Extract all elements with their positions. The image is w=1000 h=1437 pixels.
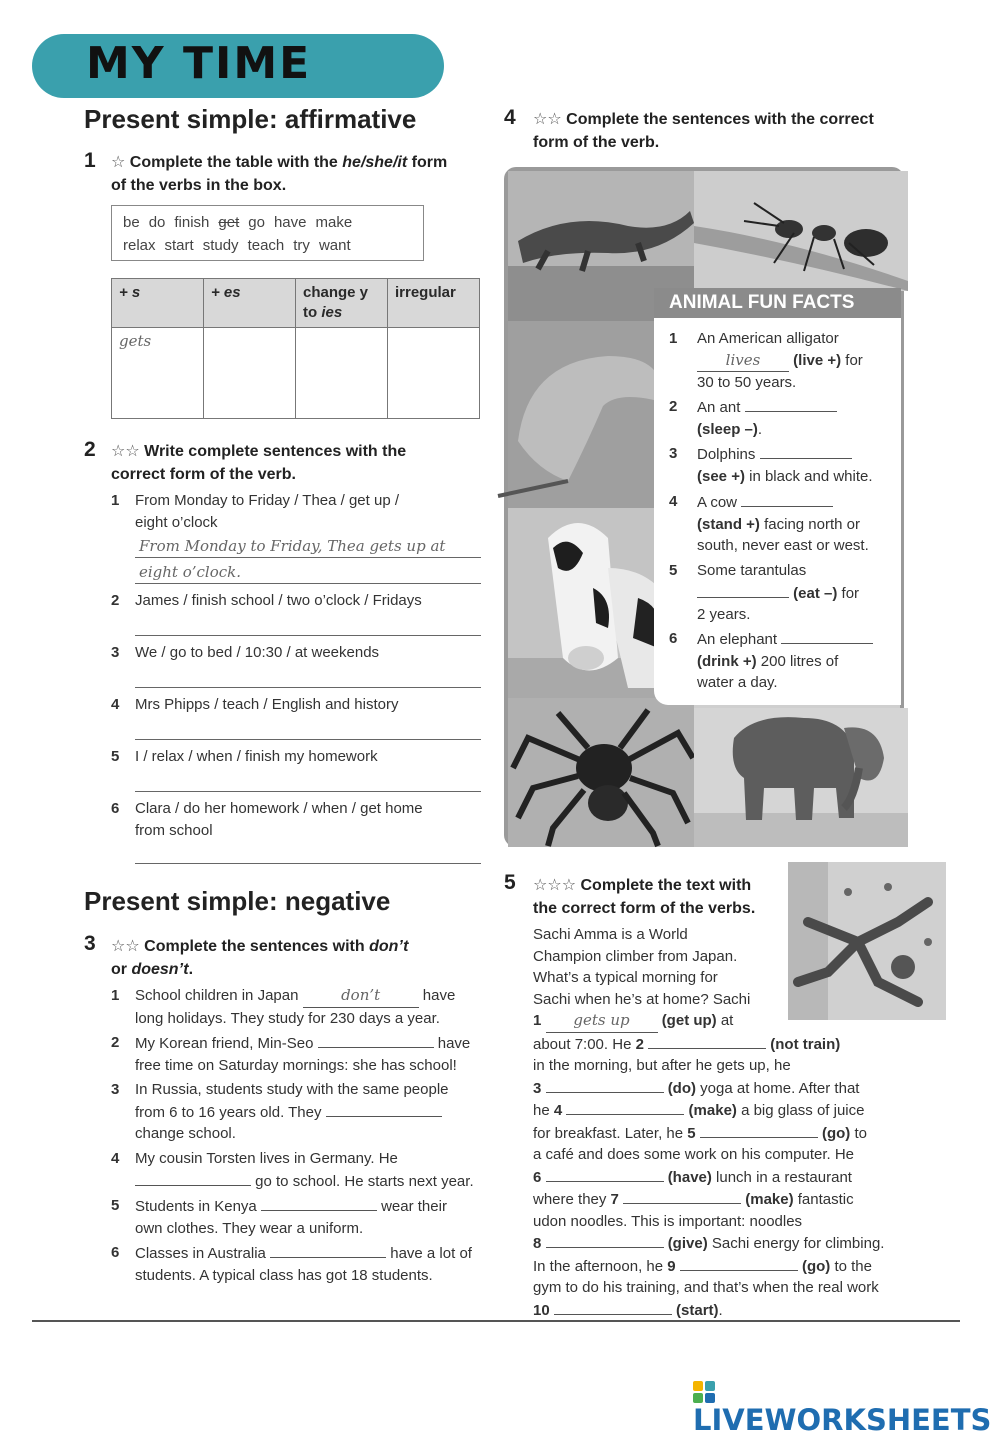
fact-item-5: 5 Some tarantulas (eat –) for 2 years. (669, 562, 860, 623)
ex3-answer-blank[interactable] (270, 1242, 386, 1258)
fact-answer-blank[interactable] (781, 628, 873, 644)
ex2-item-6: 6 Clara / do her homework / when / get home from school (111, 800, 423, 839)
ex3-answer-blank[interactable] (261, 1195, 377, 1211)
exercise-4-instruction: ☆☆ Complete the sentences with the correct form of the verb. (533, 111, 874, 151)
verb-word-box (111, 205, 424, 261)
exercise-1-instruction: ☆ Complete the table with the he/she/it form of the verbs in the box. (111, 154, 448, 194)
gap-8-blank[interactable] (546, 1232, 664, 1248)
fact-answer-blank[interactable] (760, 443, 852, 459)
exercise-5-instruction: ☆☆☆ Complete the text with the correct form of the verbs. (533, 877, 756, 917)
fact-item-1: 1 An American alligator lives (live +) for 30 to 50 years. (669, 330, 863, 391)
liveworksheets-logo[interactable] (693, 1374, 1000, 1437)
table-header-s: + s (112, 279, 204, 328)
fact-answer-blank[interactable] (697, 582, 789, 598)
ex3-answer-blank[interactable]: don’t (303, 985, 419, 1008)
tarantula-photo (508, 698, 694, 847)
gap-9-blank[interactable] (680, 1255, 798, 1271)
fact-item-3: 3 Dolphins (see +) in black and white. (669, 445, 873, 485)
ex2-write-line[interactable] (135, 557, 481, 558)
star-rating-icon: ☆☆ (533, 111, 562, 128)
gap-5-blank[interactable] (700, 1122, 818, 1138)
dolphin-photo (508, 321, 658, 508)
ex2-write-line[interactable] (135, 739, 481, 740)
fact-item-6: 6 An elephant (drink +) 200 litres of water a day. (669, 628, 894, 650)
ex3-item-4: 4 My cousin Torsten lives in Germany. He go to school. He starts next year. (111, 1150, 474, 1190)
fact-item-2: 2 An ant (sleep –). (669, 396, 894, 418)
fact-item-4: 4 A cow (stand +) facing north or south, never east or west. (669, 493, 869, 554)
table-cell-irregular[interactable] (388, 328, 480, 419)
verb-form-table (111, 278, 480, 419)
ex2-item-3: 3 We / go to bed / 10:30 / at weekends (111, 644, 380, 661)
exercise-number-4: 4 (504, 106, 516, 129)
ex2-write-line[interactable] (135, 791, 481, 792)
exercise-number-2: 2 (84, 438, 96, 461)
ex2-item-2: 2 James / finish school / two o’clock / Fridays (111, 592, 422, 609)
gap-4-blank[interactable] (566, 1099, 684, 1115)
star-rating-icon: ☆☆ (111, 443, 140, 460)
ex2-write-line[interactable] (135, 687, 481, 688)
table-header-es: + es (204, 279, 296, 328)
ex3-item-2: 2 My Korean friend, Min-Seo have free time on Saturday mornings: she has school! (111, 1034, 471, 1074)
ex3-item-5: 5 Students in Kenya wear their own clothes. They wear a uniform. (111, 1197, 447, 1237)
ex3-answer-blank[interactable] (318, 1032, 434, 1048)
bottom-divider (32, 1320, 960, 1322)
table-header-change-y: change y to ies (296, 279, 388, 328)
section-heading-negative: Present simple: negative (84, 886, 391, 916)
gap-1-blank[interactable]: gets up (546, 1010, 658, 1033)
ant-photo (694, 171, 908, 291)
gap-2-blank[interactable] (648, 1033, 766, 1049)
ex2-write-line[interactable] (135, 863, 481, 864)
animal-fun-facts-heading: ANIMAL FUN FACTS (654, 288, 901, 318)
exercise-2-instruction: ☆☆ Write complete sentences with the correct form of the verb. (111, 443, 407, 483)
word-row-1: be do finish get go have make (123, 214, 353, 231)
brand-name: LIVEWORKSHEETS (693, 1403, 992, 1437)
gap-7-blank[interactable] (623, 1188, 741, 1204)
ex2-item-4: 4 Mrs Phipps / teach / English and history (111, 696, 399, 713)
table-cell-ies[interactable] (296, 328, 388, 419)
gap-3-blank[interactable] (546, 1077, 664, 1093)
ex3-answer-blank[interactable] (135, 1170, 251, 1186)
exercise-number-1: 1 (84, 149, 96, 172)
ex5-passage: Sachi Amma is a World Champion climber from Japan. What’s a typical morning for Sachi when he’s at home? Sachi 1 gets up (get up) at about 7:00. He 2 (not train) in the morning, but after he gets up, he 3 (do) yoga at home. After that he 4 (make) a big glass of juice for breakfast. Later, he 5 (go) to a café and does some work on his computer. He 6 (have) lunch in a restaurant where they 7 (make) fantastic udon noodles. This is important: noodles 8 (give) Sachi energy for climbing. In the afternoon, he 9 (go) to the gym to do his training, and that’s when the real work 10 (start). (533, 926, 885, 1319)
star-rating-icon: ☆☆ (111, 938, 140, 955)
ex2-answer-line-2: eight o’clock. (139, 563, 242, 581)
ex3-item-3: 3 In Russia, students study with the same people from 6 to 16 years old. They change school. (111, 1081, 449, 1142)
gap-10-blank[interactable] (554, 1299, 672, 1315)
fact-answer-blank[interactable] (745, 396, 837, 412)
exercise-3-instruction: ☆☆ Complete the sentences with don’t or doesn’t. (111, 938, 409, 978)
elephant-photo (694, 708, 908, 847)
fact-answer-blank[interactable]: lives (697, 350, 789, 373)
ex2-write-line[interactable] (135, 583, 481, 584)
ex2-write-line[interactable] (135, 635, 481, 636)
section-heading-affirmative: Present simple: affirmative (84, 104, 417, 134)
ex3-item-6: 6 Classes in Australia have a lot of students. A typical class has got 18 students. (111, 1244, 472, 1284)
exercise-number-5: 5 (504, 871, 516, 894)
gap-6-blank[interactable] (546, 1166, 664, 1182)
ex2-answer-line-1: From Monday to Friday, Thea gets up at (139, 537, 446, 555)
table-header-irregular: irregular (388, 279, 480, 328)
table-cell-es[interactable] (204, 328, 296, 419)
liveworksheets-logo-icon (693, 1381, 715, 1403)
page-title: MY TIME (86, 38, 312, 89)
star-rating-icon: ☆ (111, 154, 126, 171)
ex2-item-1: 1 From Monday to Friday / Thea / get up / eight o’clock (111, 492, 400, 531)
fact-answer-blank[interactable] (741, 491, 833, 507)
table-cell-s[interactable]: gets (112, 328, 204, 419)
exercise-number-3: 3 (84, 932, 96, 955)
star-rating-icon: ☆☆☆ (533, 877, 577, 894)
ex2-item-5: 5 I / relax / when / finish my homework (111, 748, 378, 765)
word-row-2: relax start study teach try want (123, 237, 351, 254)
ex3-item-1: 1 School children in Japan don’t have long holidays. They study for 230 days a year. (111, 986, 456, 1027)
ex3-answer-blank[interactable] (326, 1101, 442, 1117)
